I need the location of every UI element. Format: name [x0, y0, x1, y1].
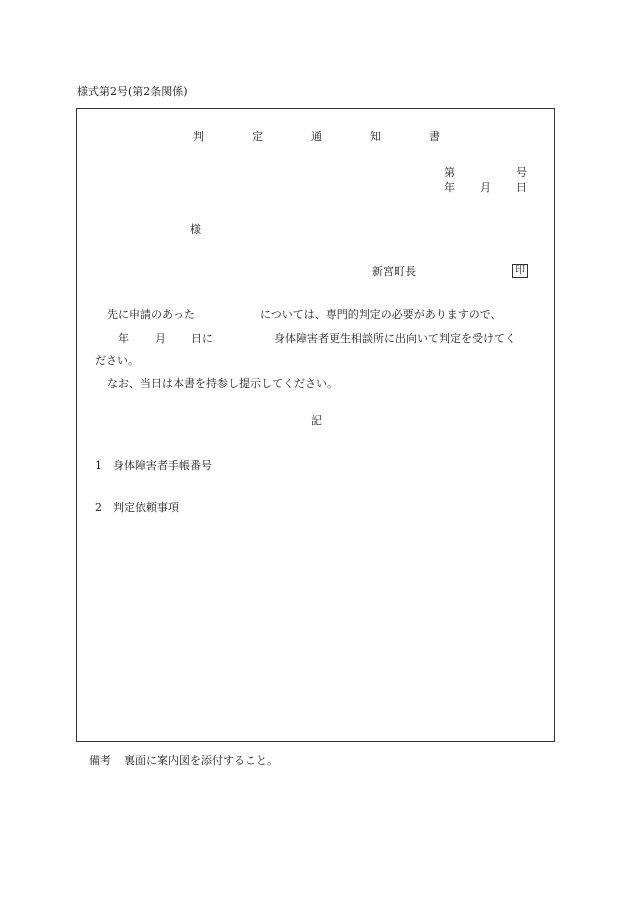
date-month-label: 月 [480, 181, 491, 194]
sender-name: 新宮町長 [372, 265, 416, 278]
seal-mark: 印 [512, 264, 528, 278]
date-year-label: 年 [444, 181, 455, 194]
item-2-number: 2 [95, 501, 102, 514]
body-line1-start: 先に申請のあった [107, 308, 195, 321]
number-prefix: 第 [444, 166, 455, 179]
recipient-honorific: 様 [190, 223, 201, 236]
body-line4: なお、当日は本書を持参し提示してください。 [107, 377, 338, 390]
item-2-label: 判定依頼事項 [113, 501, 179, 514]
title-char-5: 書 [429, 130, 440, 143]
title-char-3: 通 [311, 130, 322, 143]
body-line2-end: 身体障害者更生相談所に出向いて判定を受けてく [274, 332, 516, 345]
number-suffix: 号 [516, 166, 527, 179]
body-line2-day: 日に [191, 332, 213, 345]
item-1-label: 身体障害者手帳番号 [113, 459, 212, 472]
body-line2-year: 年 [118, 332, 129, 345]
form-number-label: 様式第2号(第2条関係) [77, 85, 188, 98]
title-char-1: 判 [193, 130, 204, 143]
date-day-label: 日 [516, 181, 527, 194]
title-char-4: 知 [370, 130, 381, 143]
item-1-number: 1 [95, 459, 102, 472]
footer-biko-label: 備考 [89, 754, 111, 767]
title-char-2: 定 [252, 130, 263, 143]
footer-note: 裏面に案内図を添付すること。 [124, 754, 278, 767]
body-line1-end: については、専門的判定の必要がありますので、 [260, 308, 502, 321]
body-line3: ださい。 [95, 354, 139, 367]
ki-heading: 記 [311, 414, 322, 427]
body-line2-month: 月 [155, 332, 166, 345]
